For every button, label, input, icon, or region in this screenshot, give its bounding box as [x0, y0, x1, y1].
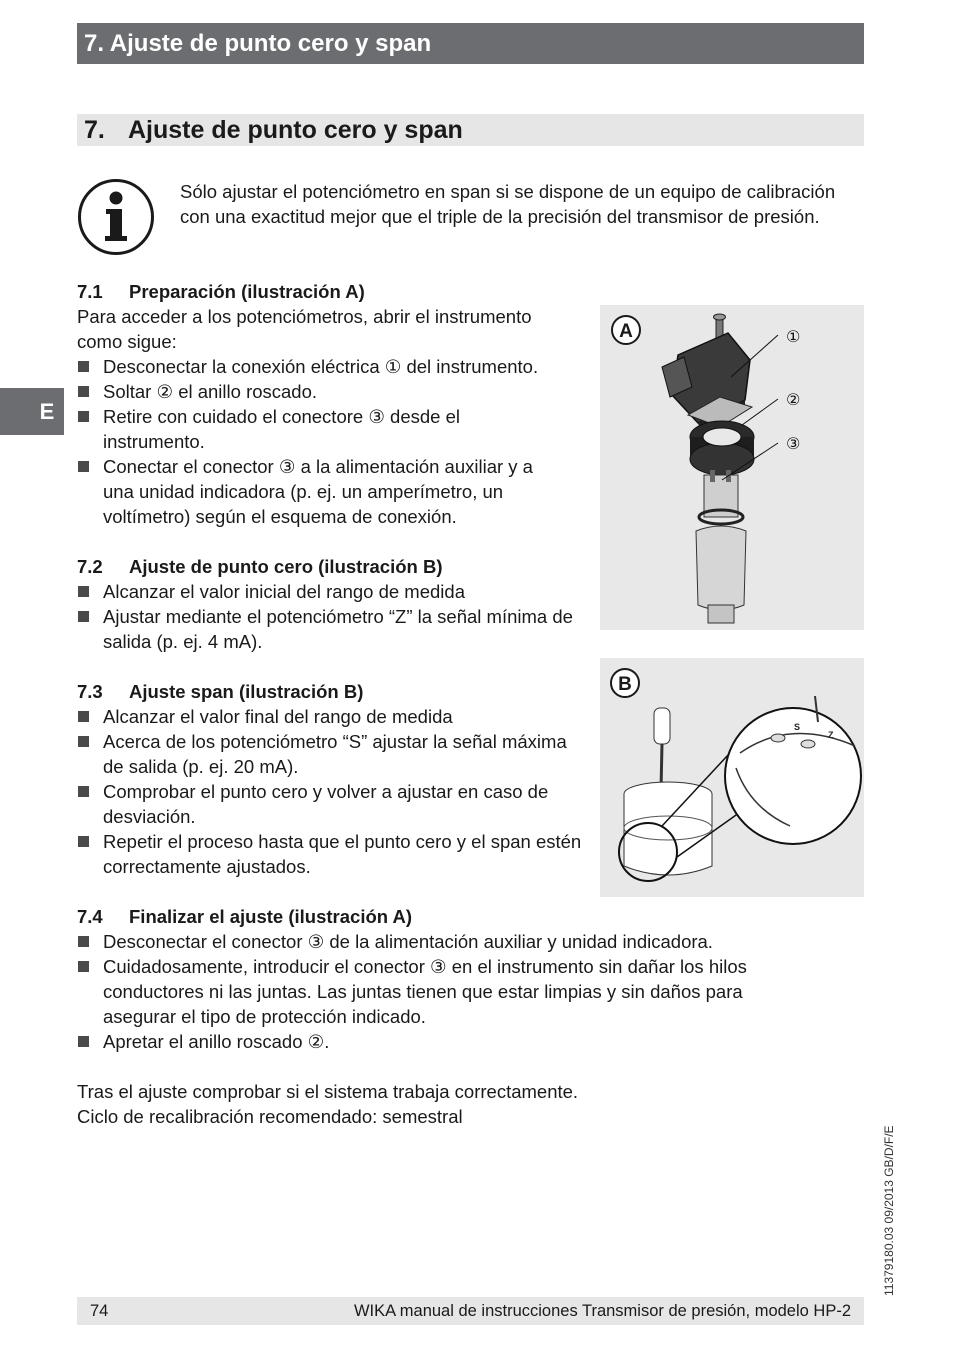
potentiometer-z [801, 740, 815, 748]
section-7-3 [77, 679, 589, 879]
paragraph-intro: Para acceder a los potenciómetros, abrir el instrumento como sigue: [77, 306, 532, 352]
section-7-2 [77, 554, 589, 654]
subheading-7-4 [77, 904, 797, 929]
ring-hole [703, 428, 741, 446]
page-footer [77, 1297, 864, 1325]
figure-a-drawing [600, 305, 864, 630]
subheading-number: 7.2 [77, 556, 103, 577]
potentiometer-s [771, 734, 785, 742]
list-item: Conectar el conector ③ a la alimentación auxiliar y a una unidad indicadora (p. ej. un amperímetro, un voltímetro) según el esquema de conexión. [77, 454, 563, 529]
list-item: Repetir el proceso hasta que el punto cero y el span estén correctamente ajustados. [77, 829, 589, 879]
subheading-7-1 [77, 279, 587, 304]
section-7-1 [77, 279, 587, 529]
closing-line-1: Tras el ajuste comprobar si el sistema trabaja correctamente. [77, 1081, 579, 1102]
figure-b-label: B [618, 674, 632, 695]
figure-b-drawing [600, 658, 864, 897]
figure-a [600, 305, 864, 630]
subheading-title: Finalizar el ajuste (ilustración A) [129, 906, 413, 927]
callout-3: ③ [786, 434, 801, 453]
figure-b [600, 658, 864, 897]
section-title [77, 114, 864, 146]
subheading-7-2 [77, 554, 589, 579]
page-header-title: 7. Ajuste de punto cero y span [84, 30, 432, 57]
subheading-number: 7.1 [77, 281, 103, 302]
screw-head [714, 314, 726, 320]
detail-circle-large [725, 708, 861, 844]
ring-bottom [690, 443, 754, 475]
subheading-number: 7.4 [77, 906, 103, 927]
pot-label-z: Z [828, 730, 834, 740]
list-item: Ajustar mediante el potenciómetro “Z” la señal mínima de salida (p. ej. 4 mA). [77, 604, 589, 654]
language-tab-label: E [39, 399, 55, 424]
section-7-4 [77, 904, 797, 1054]
page-number: 74 [90, 1302, 109, 1320]
list-item: Soltar ② el anillo roscado. [77, 379, 587, 404]
screwdriver-handle [654, 708, 670, 744]
callout-1: ① [786, 327, 801, 346]
list-item: Alcanzar el valor final del rango de medida [77, 704, 589, 729]
closing-line-2: Ciclo de recalibración recomendado: semestral [77, 1106, 463, 1127]
subheading-7-3 [77, 679, 589, 704]
process-connection [708, 605, 734, 623]
housing-shape [696, 526, 746, 610]
subheading-title: Preparación (ilustración A) [129, 281, 365, 302]
housing-wall [624, 794, 712, 875]
page-header-bar [77, 23, 864, 64]
callout-2: ② [786, 390, 801, 409]
list-item: Apretar el anillo roscado ②. [77, 1029, 797, 1054]
info-note: Sólo ajustar el potenciómetro en span si se dispone de un equipo de calibración con una exactitud mejor que el triple de la precisión del transmisor de presión. [180, 181, 836, 227]
subheading-title: Ajuste span (ilustración B) [129, 681, 364, 702]
list-item: Desconectar la conexión eléctrica ① del instrumento. [77, 354, 587, 379]
list-item: Acerca de los potenciómetro “S” ajustar la señal máxima de salida (p. ej. 20 mA). [77, 729, 589, 779]
closing-notes [77, 1079, 797, 1129]
section-title-text: Ajuste de punto cero y span [128, 116, 463, 144]
list-item: Desconectar el conector ③ de la alimentación auxiliar y unidad indicadora. [77, 929, 797, 954]
subheading-title: Ajuste de punto cero (ilustración B) [129, 556, 443, 577]
footer-title: WIKA manual de instrucciones Transmisor de presión, modelo HP-2 [353, 1302, 851, 1320]
list-item: Comprobar el punto cero y volver a ajustar en caso de desviación. [77, 779, 589, 829]
document-code: 11379180.03 09/2013 GB/D/F/E [882, 1125, 896, 1296]
info-icon [77, 178, 155, 256]
subheading-number: 7.3 [77, 681, 103, 702]
list-item: Cuidadosamente, introducir el conector ③ en el instrumento sin dañar los hilos conductores ni las juntas. Las juntas tienen que estar limpias y sin daños para asegurar el tipo de protección indicado. [77, 954, 797, 1029]
callout-line-2 [742, 399, 778, 425]
insert-pin [710, 470, 715, 482]
language-tab [0, 388, 64, 435]
section-number: 7. [84, 116, 105, 144]
list-item: Alcanzar el valor inicial del rango de medida [77, 579, 589, 604]
pot-label-s: S [794, 722, 801, 732]
list-item: Retire con cuidado el conectore ③ desde el instrumento. [77, 404, 563, 454]
figure-a-label: A [619, 321, 633, 342]
